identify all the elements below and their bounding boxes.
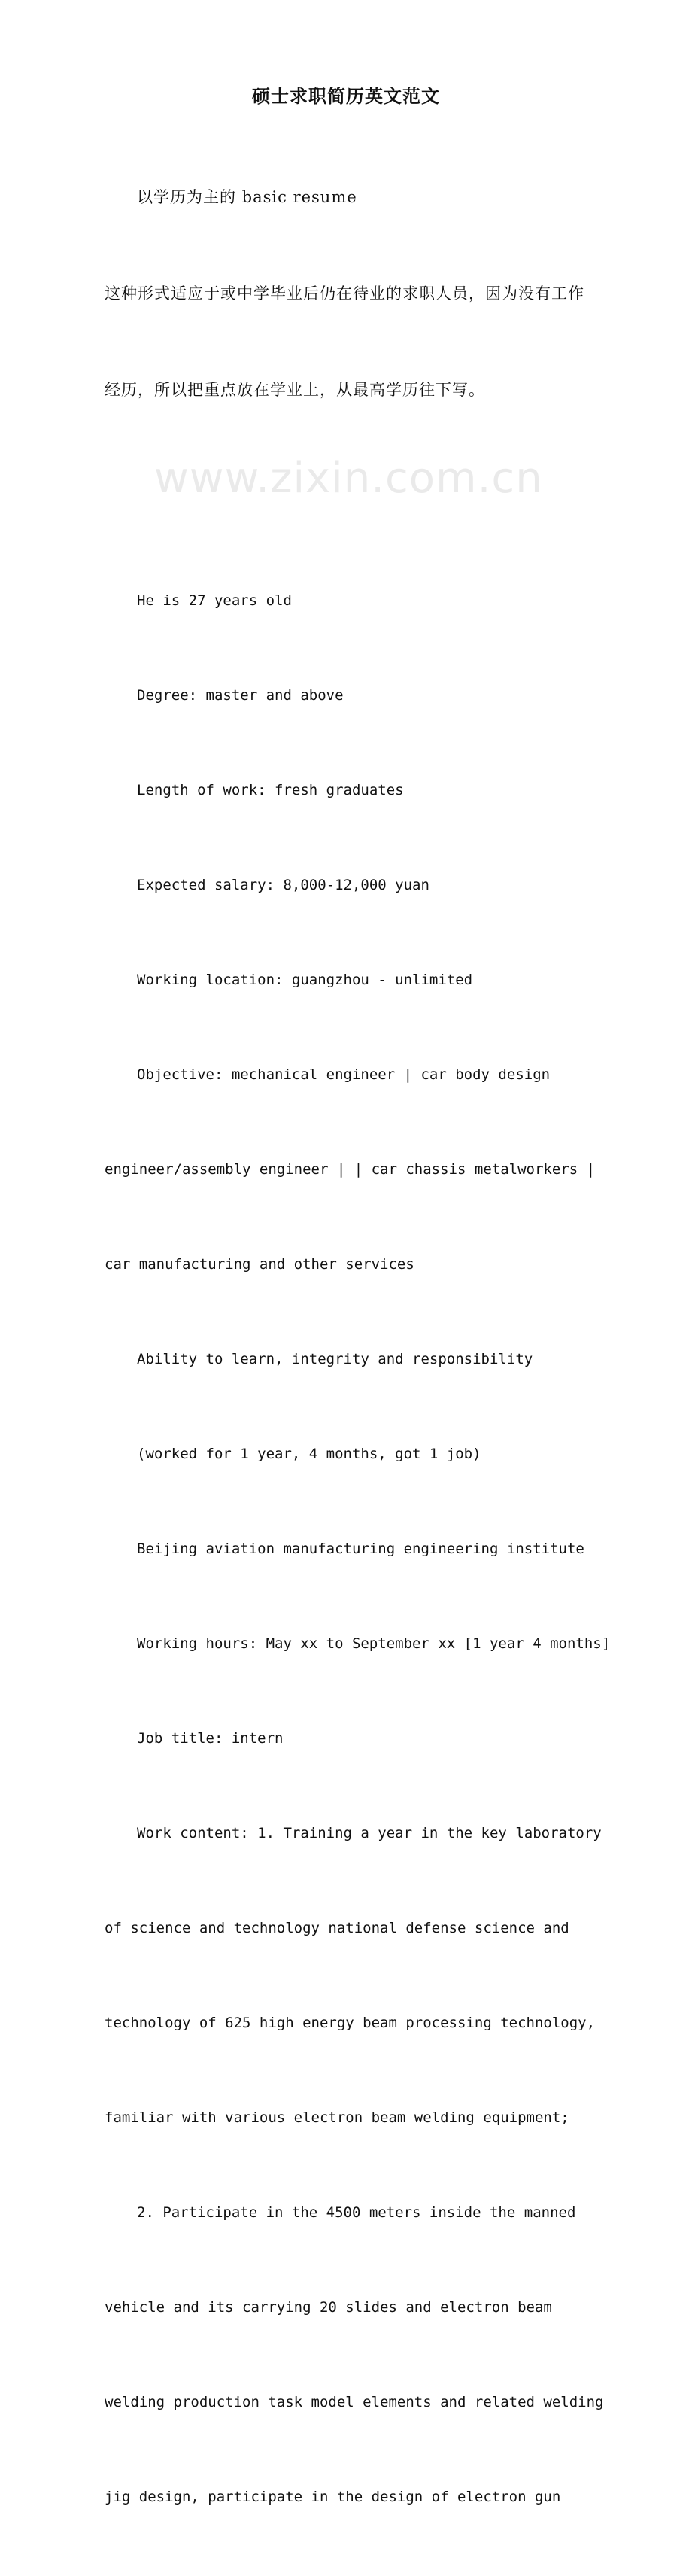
paragraph-gap <box>105 470 586 490</box>
text-line: Working location: guangzhou - unlimited <box>137 972 473 988</box>
text-line: car manufacturing and other services <box>105 1256 414 1273</box>
text-line: Ability to learn, integrity and responsibility <box>137 1351 533 1367</box>
intro-line-2: 经历，所以把重点放在学业上，从最高学历往下写。 <box>105 381 485 399</box>
text-line: Beijing aviation manufacturing engineering institute <box>137 1540 584 1557</box>
document-body <box>105 118 611 2576</box>
intro-heading: 以学历为主的 basic resume <box>137 188 357 206</box>
watermark: www.zixin.com.cn <box>154 454 543 503</box>
text-line: jig design, participate in the design of electron gun <box>105 2489 561 2505</box>
text-line: Working hours: May xx to September xx [1 year 4 months] <box>137 1635 611 1652</box>
intro-line-1: 这种形式适应于或中学毕业后仍在待业的求职人员，因为没有工作 <box>105 284 584 303</box>
text-line: 2. Participate in the 4500 meters inside the manned <box>137 2204 576 2221</box>
text-line: Work content: 1. Training a year in the key laboratory <box>137 1825 602 1842</box>
text-line: technology of 625 high energy beam processing technology, <box>105 2015 596 2031</box>
text-line: Expected salary: 8,000-12,000 yuan <box>137 877 429 893</box>
text-line: welding production task model elements and related welding <box>105 2394 604 2410</box>
text-line: Length of work: fresh graduates <box>137 782 404 798</box>
text-line: engineer/assembly engineer | | car chassis metalworkers | <box>105 1161 596 1178</box>
text-line: vehicle and its carrying 20 slides and electron beam <box>105 2299 552 2316</box>
text-line: Objective: mechanical engineer | car body design <box>137 1066 551 1083</box>
document-title: 硕士求职简历英文范文 <box>252 85 440 107</box>
text-line: (worked for 1 year, 4 months, got 1 job) <box>137 1446 481 1462</box>
text-line: of science and technology national defense science and <box>105 1920 569 1936</box>
text-line: Degree: master and above <box>137 687 344 704</box>
text-line: He is 27 years old <box>137 592 292 609</box>
text-line: Job title: intern <box>137 1730 284 1747</box>
text-line: familiar with various electron beam welding equipment; <box>105 2109 569 2126</box>
